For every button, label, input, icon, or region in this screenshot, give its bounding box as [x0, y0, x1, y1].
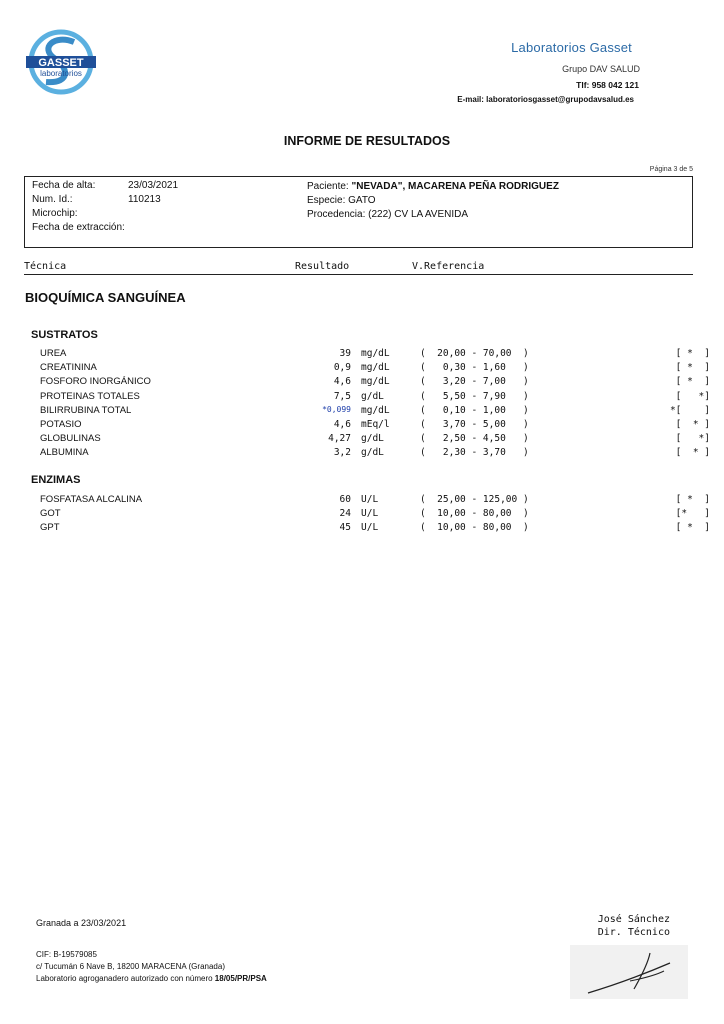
test-name: GPT — [40, 522, 60, 534]
test-value: 39 — [339, 348, 351, 359]
email: E-mail: laboratoriosgasset@grupodavsalud.es — [457, 95, 634, 104]
test-unit: mEq/l — [361, 419, 390, 430]
test-unit: g/dL — [361, 433, 384, 445]
group-title-enzimas: ENZIMAS — [31, 474, 81, 486]
test-unit: mg/dL — [361, 376, 390, 388]
col-tecnica: Técnica — [24, 261, 67, 272]
col-referencia: V.Referencia — [412, 261, 485, 272]
range-indicator: [ *] — [675, 390, 710, 402]
reference-range: ( 2,30 - 3,70 ) — [420, 447, 529, 459]
paciente-label: Paciente: — [307, 181, 349, 192]
test-unit: g/dL — [361, 447, 384, 459]
test-unit: mg/dL — [361, 404, 390, 416]
report-title: INFORME DE RESULTADOS — [283, 134, 451, 148]
license-prefix: Laboratorio agroganadero autorizado con número — [36, 974, 215, 983]
procedencia-label: Procedencia: — [307, 209, 366, 220]
signature — [570, 945, 688, 999]
test-value: 4,27 — [328, 433, 351, 445]
test-unit: mg/dL — [361, 362, 390, 374]
reference-range: ( 25,00 - 125,00 ) — [420, 494, 529, 505]
range-indicator: [ * ] — [675, 447, 710, 459]
header-divider — [24, 274, 693, 275]
test-name: UREA — [40, 348, 67, 359]
range-indicator: [ * ] — [675, 522, 710, 534]
range-indicator: [ * ] — [675, 494, 710, 505]
test-value: 4,6 — [333, 419, 351, 430]
col-resultado: Resultado — [295, 261, 350, 272]
test-value: 24 — [339, 508, 351, 520]
phone: Tlf: 958 042 121 — [576, 80, 639, 90]
reference-range: ( 0,30 - 1,60 ) — [420, 362, 529, 374]
test-unit: g/dL — [361, 390, 384, 402]
page-number: Página 3 de 5 — [649, 166, 693, 173]
test-name: FOSFORO INORGÁNICO — [40, 376, 151, 388]
extraccion-label: Fecha de extracción: — [32, 222, 125, 233]
test-unit: U/L — [361, 494, 379, 505]
range-indicator: [* ] — [675, 508, 710, 520]
num-id-label: Num. Id.: — [32, 194, 73, 205]
reference-range: ( 3,70 - 5,00 ) — [420, 419, 529, 430]
test-name: BILIRRUBINA TOTAL — [40, 404, 132, 416]
section-title: BIOQUÍMICA SANGUÍNEA — [25, 290, 186, 305]
test-value: 4,6 — [333, 376, 351, 388]
address: c/ Tucumán 6 Nave B, 18200 MARACENA (Granada) — [36, 962, 225, 971]
cif: CIF: B-19579085 — [36, 950, 97, 959]
place-date: Granada a 23/03/2021 — [36, 918, 127, 928]
test-name: PROTEINAS TOTALES — [40, 390, 140, 402]
patient-info-box — [24, 176, 693, 248]
microchip-label: Microchip: — [32, 208, 78, 219]
range-indicator: [ * ] — [675, 348, 710, 359]
range-indicator: [ *] — [675, 433, 710, 445]
license-number: 18/05/PR/PSA — [214, 974, 267, 983]
gasset-logo — [24, 26, 98, 98]
reference-range: ( 2,50 - 4,50 ) — [420, 433, 529, 445]
test-name: GOT — [40, 508, 61, 520]
reference-range: ( 10,00 - 80,00 ) — [420, 522, 529, 534]
range-indicator: *[ ] — [669, 404, 710, 416]
reference-range: ( 20,00 - 70,00 ) — [420, 348, 529, 359]
paciente-value: "NEVADA", MACARENA PEÑA RODRIGUEZ — [351, 181, 559, 192]
test-name: CREATININA — [40, 362, 97, 374]
logo-text-bottom: laboratorios — [40, 69, 82, 78]
test-value: 45 — [339, 522, 351, 534]
range-indicator: [ * ] — [675, 376, 710, 388]
group-title-sustratos: SUSTRATOS — [31, 329, 98, 341]
group-name: Grupo DAV SALUD — [562, 64, 640, 74]
especie-value: GATO — [348, 195, 376, 206]
test-value: *0,099 — [322, 404, 351, 414]
fecha-alta-value: 23/03/2021 — [128, 180, 179, 191]
test-name: GLOBULINAS — [40, 433, 101, 445]
test-name: FOSFATASA ALCALINA — [40, 494, 143, 505]
test-value: 3,2 — [333, 447, 351, 459]
fecha-alta-label: Fecha de alta: — [32, 180, 96, 191]
especie-label: Especie: — [307, 195, 346, 206]
reference-range: ( 5,50 - 7,90 ) — [420, 390, 529, 402]
reference-range: ( 3,20 - 7,00 ) — [420, 376, 529, 388]
logo-text-top: GASSET — [38, 57, 84, 69]
test-unit: U/L — [361, 522, 379, 534]
reference-range: ( 0,10 - 1,00 ) — [420, 404, 529, 416]
range-indicator: [ * ] — [675, 419, 710, 430]
lab-name: Laboratorios Gasset — [511, 40, 632, 55]
signer-role: Dir. Técnico — [597, 927, 670, 938]
reference-range: ( 10,00 - 80,00 ) — [420, 508, 529, 520]
test-value: 7,5 — [333, 390, 351, 402]
range-indicator: [ * ] — [675, 362, 710, 374]
test-name: POTASIO — [40, 419, 82, 430]
license — [36, 974, 267, 983]
procedencia-value: (222) CV LA AVENIDA — [368, 209, 469, 220]
test-value: 60 — [339, 494, 351, 505]
test-value: 0,9 — [333, 362, 351, 374]
signer-name: José Sánchez — [597, 914, 670, 925]
num-id-value: 110213 — [128, 194, 161, 205]
test-unit: U/L — [361, 508, 379, 520]
test-unit: mg/dL — [361, 348, 390, 359]
test-name: ALBUMINA — [40, 447, 89, 459]
